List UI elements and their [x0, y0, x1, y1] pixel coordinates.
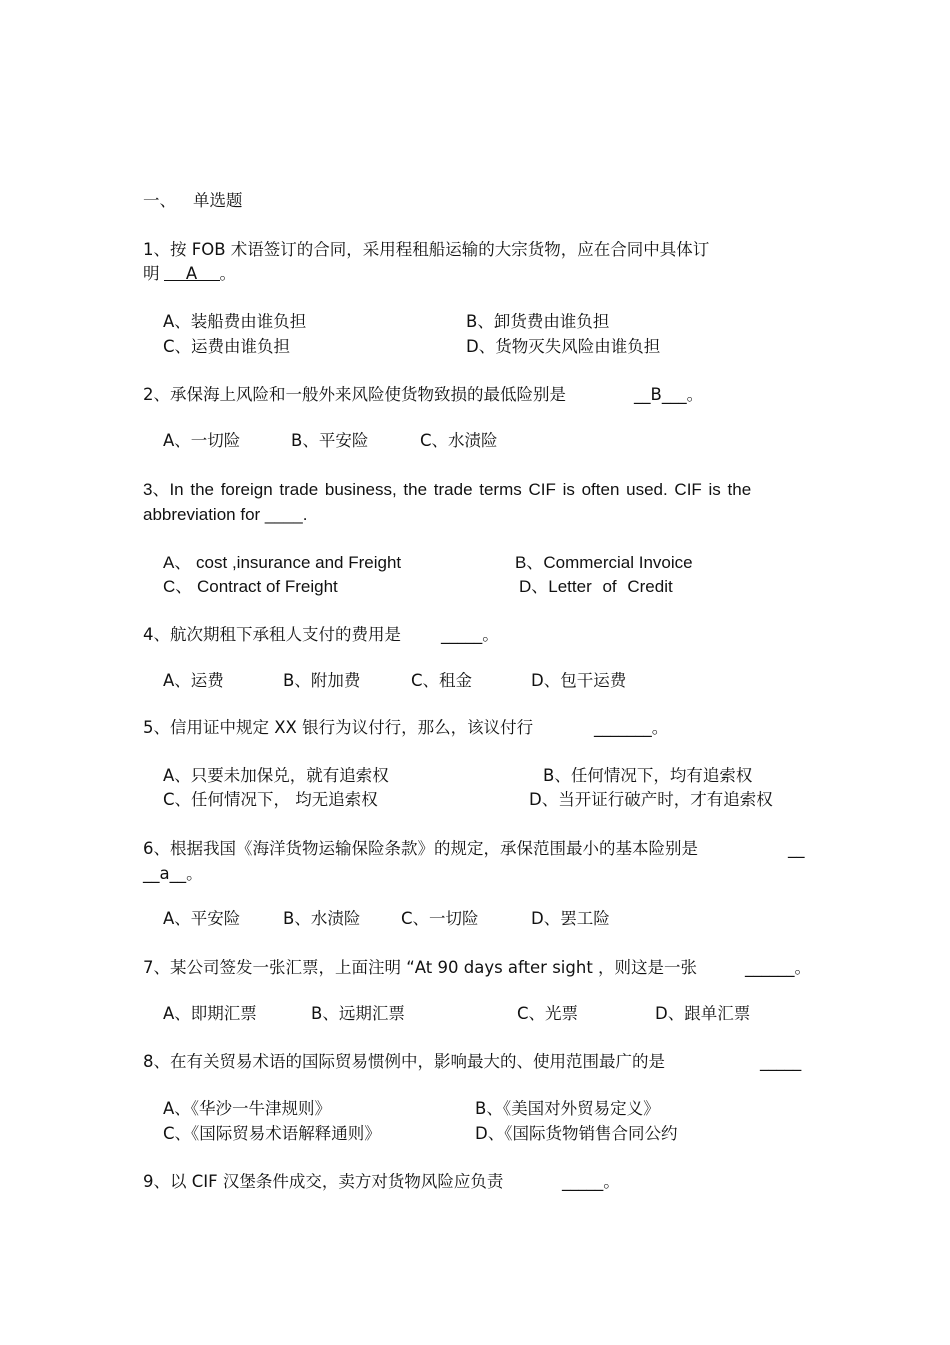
question-7-end: 。 — [794, 958, 811, 977]
question-1-line-1: 1、按 FOB 术语签订的合同，采用程租船运输的大宗货物，应在合同中具体订 — [143, 240, 710, 259]
question-8-line-1: 8、在有关贸易术语的国际贸易惯例中，影响最大的、使用范围最广的是 — [143, 1052, 665, 1071]
question-3-option-b: B、Commercial Invoice — [515, 553, 693, 572]
question-3-end: . — [302, 505, 308, 524]
section-number: 一、 — [143, 191, 176, 210]
question-6-answer: __ — [788, 839, 805, 858]
question-7-line-1: 7、某公司签发一张汇票，上面注明 “At 90 days after sight ，则这是一张 — [143, 958, 698, 977]
question-6-option-b: B、水渍险 — [283, 909, 361, 928]
question-8-option-c: C、《国际贸易术语解释通则》 — [163, 1124, 381, 1143]
question-1-end: 。 — [219, 264, 236, 283]
question-5-end: 。 — [651, 718, 669, 737]
question-2-answer: __B___ — [634, 385, 687, 404]
question-5-option-b: B、任何情况下，均有追索权 — [543, 766, 753, 785]
question-1-option-d: D、货物灭失风险由谁负担 — [466, 337, 661, 356]
question-4-option-b: B、附加费 — [283, 671, 361, 690]
question-6-line-1: 6、根据我国《海洋货物运输保险条款》的规定，承保范围最小的基本险别是 — [143, 839, 698, 858]
question-8-option-a: A、《华沙一牛津规则》 — [163, 1099, 332, 1118]
question-7-option-b: B、远期汇票 — [311, 1004, 405, 1023]
question-6-end: 。 — [186, 864, 203, 883]
question-7-option-d: D、跟单汇票 — [655, 1004, 751, 1023]
question-4-option-a: A、运费 — [163, 671, 224, 690]
question-6-option-c: C、一切险 — [401, 909, 479, 928]
question-7-answer-wrap — [745, 958, 811, 978]
question-3-option-c: C、 Contract of Freight — [163, 577, 338, 596]
question-5-answer-wrap — [594, 718, 668, 738]
question-9-line-1: 9、以 CIF 汉堡条件成交，卖方对货物风险应负责 — [143, 1172, 504, 1191]
question-8-option-d: D、《国际货物销售合同公约 — [475, 1124, 678, 1143]
question-3-line-2 — [143, 505, 307, 525]
section-title: 单选题 — [193, 191, 243, 210]
question-9-end: 。 — [603, 1172, 620, 1191]
question-6-option-a: A、平安险 — [163, 909, 241, 928]
question-1-line-2 — [143, 264, 236, 284]
question-9-answer: _____ — [562, 1172, 604, 1191]
question-4-option-c: C、租金 — [411, 671, 473, 690]
question-2-option-b: B、平安险 — [291, 431, 369, 450]
question-3-option-a: A、 cost ,insurance and Freight — [163, 553, 402, 572]
question-4-end: 。 — [482, 625, 499, 644]
question-7-answer: ______ — [745, 958, 795, 977]
question-1-option-a: A、装船费由谁负担 — [163, 312, 307, 331]
question-8-answer: _____ — [760, 1052, 802, 1071]
question-5-option-a: A、只要未加保兑，就有追索权 — [163, 766, 389, 785]
question-5-line-1: 5、信用证中规定 XX 银行为议付行，那么，该议付行 — [143, 718, 534, 737]
question-2-answer-wrap — [634, 385, 703, 405]
question-2-end: 。 — [686, 385, 704, 404]
question-3-option-d: D、Letter of Credit — [519, 577, 673, 596]
question-5-answer: _______ — [594, 718, 652, 737]
question-2-line-1: 2、承保海上风险和一般外来风险使货物致损的最低险别是 — [143, 385, 566, 404]
question-8-answer-wrap — [760, 1052, 801, 1072]
question-7-option-a: A、即期汇票 — [163, 1004, 257, 1023]
question-4-answer: _____ — [441, 625, 483, 644]
question-6-line-2-text: __a__ — [143, 864, 187, 883]
question-5-option-d: D、当开证行破产时，才有追索权 — [529, 790, 773, 809]
question-6-line-2 — [143, 864, 203, 884]
question-8-option-b: B、《美国对外贸易定义》 — [475, 1099, 660, 1118]
question-1-option-c: C、运费由谁负担 — [163, 337, 291, 356]
question-4-answer-wrap — [441, 625, 499, 645]
question-6-option-d: D、罢工险 — [531, 909, 610, 928]
question-1-option-b: B、卸货费由谁负担 — [466, 312, 610, 331]
question-1-line-2-text: 明 — [143, 264, 160, 283]
question-2-option-c: C、水渍险 — [420, 431, 498, 450]
question-1-answer: A — [164, 264, 220, 281]
question-4-line-1: 4、航次期租下承租人支付的费用是 — [143, 625, 401, 644]
question-5-option-c: C、任何情况下， 均无追索权 — [163, 790, 378, 809]
question-9-answer-wrap — [562, 1172, 620, 1192]
question-3-line-2-text: abbreviation for — [143, 505, 261, 524]
question-7-option-c: C、光票 — [517, 1004, 579, 1023]
question-3-answer: ____ — [264, 505, 303, 524]
question-4-option-d: D、包干运费 — [531, 671, 627, 690]
question-3-line-1: 3、In the foreign trade business, the trade terms CIF is often used. CIF is the — [143, 480, 752, 499]
question-2-option-a: A、一切险 — [163, 431, 241, 450]
